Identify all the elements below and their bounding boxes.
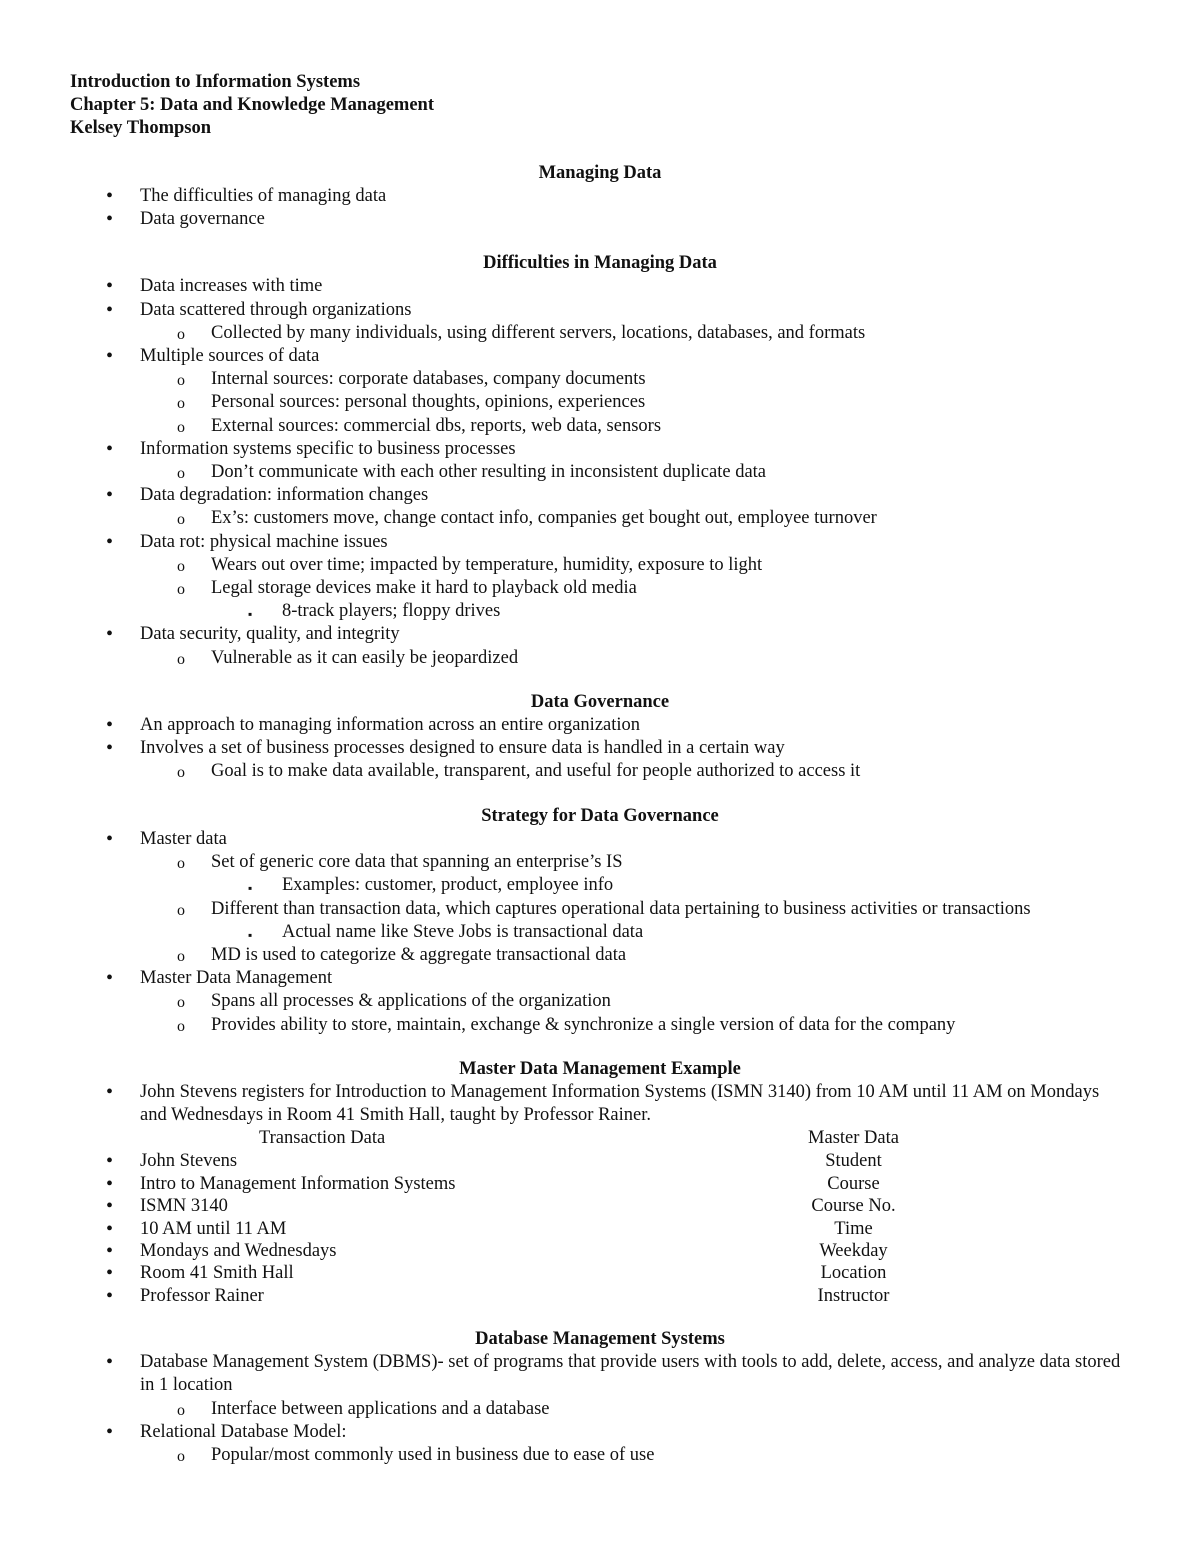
sub-bullet-icon: o	[177, 947, 185, 965]
bullet-icon: •	[106, 1150, 114, 1173]
sub-list-item: o Provides ability to store, maintain, exchange & synchronize a single version of data for the company	[70, 1014, 1150, 1037]
column-header-transaction: Transaction Data	[259, 1128, 386, 1149]
sub-sub-list-item: ▪ Examples: customer, product, employee info	[70, 874, 1150, 897]
strategy-list	[70, 828, 1150, 1037]
table-row: • 10 AM until 11 AM Time	[106, 1217, 873, 1240]
list-item: • Multiple sources of data	[106, 345, 320, 368]
mdm-example-list	[70, 1081, 1150, 1127]
list-item: • Master Data Management	[106, 967, 333, 990]
sub-list-item: o Goal is to make data available, transparent, and useful for people authorized to access it	[70, 760, 1150, 783]
list-item: • Data security, quality, and integrity	[106, 623, 400, 646]
list-item: • An approach to managing information across an entire organization	[106, 714, 641, 737]
list-item: • Data governance	[106, 208, 265, 231]
sub-bullet-icon: o	[177, 901, 185, 919]
bullet-icon: •	[106, 1239, 114, 1262]
sub-bullet-icon: o	[177, 465, 185, 483]
table-row: • Room 41 Smith Hall Location	[106, 1262, 887, 1285]
list-item: • Data increases with time	[106, 275, 323, 298]
bullet-icon: •	[106, 827, 114, 850]
bullet-icon: •	[106, 345, 114, 368]
sub-list-item: o Popular/most commonly used in business due to ease of use	[70, 1444, 1150, 1467]
sub-bullet-icon: o	[177, 325, 185, 343]
bullet-icon: •	[106, 1172, 114, 1195]
sub-sub-list-item: ▪ 8-track players; floppy drives	[70, 600, 1150, 623]
square-bullet-icon: ▪	[248, 927, 253, 942]
mdm-table	[70, 1150, 1150, 1307]
bullet-icon: •	[106, 298, 114, 321]
bullet-icon: •	[106, 737, 114, 760]
section-title-mdm-example: Master Data Management Example	[459, 1058, 741, 1079]
sub-list-item: o Spans all processes & applications of the organization	[70, 990, 1150, 1013]
sub-list-item: o External sources: commercial dbs, reports, web data, sensors	[70, 415, 1150, 438]
table-row: • Professor Rainer Instructor	[106, 1284, 890, 1307]
list-item: • Data scattered through organizations	[106, 298, 412, 321]
sub-list-item: o Personal sources: personal thoughts, opinions, experiences	[70, 391, 1150, 414]
chapter-title: Chapter 5: Data and Knowledge Management	[70, 95, 434, 116]
square-bullet-icon: ▪	[248, 881, 253, 896]
bullet-icon: •	[106, 208, 114, 231]
sub-bullet-icon: o	[177, 1448, 185, 1466]
bullet-icon: •	[106, 623, 114, 646]
sub-bullet-icon: o	[177, 511, 185, 529]
section-title-data-governance: Data Governance	[530, 691, 670, 712]
sub-list-item: o Vulnerable as it can easily be jeopardized	[70, 647, 1150, 670]
dbms-list	[70, 1351, 1150, 1467]
sub-list-item: o Internal sources: corporate databases, company documents	[70, 368, 1150, 391]
bullet-icon: •	[106, 714, 114, 737]
sub-bullet-icon: o	[177, 418, 185, 436]
list-item: • John Stevens registers for Introduction to Management Information Systems (ISMN 3140) from 10 AM until 11 AM on Mondays and Wednesdays in Room 41 Smith Hall, taught by Professor Rainer.	[106, 1080, 1100, 1126]
sub-list-item: o Wears out over time; impacted by temperature, humidity, exposure to light	[70, 554, 1150, 577]
sub-list-item: o Set of generic core data that spanning an enterprise’s IS	[70, 851, 1150, 874]
sub-list-item: o Collected by many individuals, using different servers, locations, databases, and formats	[70, 322, 1150, 345]
section-title-difficulties: Difficulties in Managing Data	[483, 253, 717, 274]
section-title-dbms: Database Management Systems	[475, 1329, 725, 1350]
sub-list-item: o Different than transaction data, which captures operational data pertaining to business activities or transactions	[70, 898, 1150, 921]
bullet-icon: •	[106, 1351, 114, 1374]
author-name: Kelsey Thompson	[70, 118, 212, 139]
bullet-icon: •	[106, 1217, 114, 1240]
bullet-icon: •	[106, 484, 114, 507]
governance-list	[70, 714, 1150, 784]
square-bullet-icon: ▪	[248, 607, 253, 622]
difficulties-list	[70, 275, 1150, 669]
sub-bullet-icon: o	[177, 395, 185, 413]
sub-bullet-icon: o	[177, 372, 185, 390]
section-title-strategy: Strategy for Data Governance	[481, 805, 719, 826]
sub-list-item: o Legal storage devices make it hard to playback old media	[70, 577, 1150, 600]
managing-data-list	[70, 185, 1150, 231]
section-title-managing-data: Managing Data	[538, 162, 662, 183]
list-item: • The difficulties of managing data	[106, 184, 387, 207]
bullet-icon: •	[106, 1284, 114, 1307]
list-item: • Involves a set of business processes designed to ensure data is handled in a certain way	[106, 737, 785, 760]
list-item: • Master data	[106, 827, 227, 850]
bullet-icon: •	[106, 530, 114, 553]
bullet-icon: •	[106, 275, 114, 298]
table-row: • ISMN 3140 Course No.	[106, 1195, 896, 1218]
sub-bullet-icon: o	[177, 764, 185, 782]
sub-sub-list-item: ▪ Actual name like Steve Jobs is transactional data	[70, 921, 1150, 944]
bullet-icon: •	[106, 184, 114, 207]
sub-list-item: o Ex’s: customers move, change contact info, companies get bought out, employee turnover	[70, 507, 1150, 530]
bullet-icon: •	[106, 1195, 114, 1218]
list-item: • Relational Database Model:	[106, 1420, 347, 1443]
bullet-icon: •	[106, 437, 114, 460]
bullet-icon: •	[106, 1262, 114, 1285]
document-page	[70, 71, 1150, 1467]
table-row: • Mondays and Wednesdays Weekday	[106, 1239, 888, 1262]
bullet-icon: •	[106, 1420, 114, 1443]
table-row: • John Stevens Student	[106, 1150, 882, 1173]
sub-bullet-icon: o	[177, 557, 185, 575]
sub-bullet-icon: o	[177, 1017, 185, 1035]
sub-bullet-icon: o	[177, 650, 185, 668]
mdm-table-header	[70, 1127, 1150, 1150]
course-title: Introduction to Information Systems	[70, 72, 361, 92]
bullet-icon: •	[106, 1080, 114, 1103]
sub-bullet-icon: o	[177, 855, 185, 873]
sub-bullet-icon: o	[177, 994, 185, 1012]
sub-list-item: o Don’t communicate with each other resulting in inconsistent duplicate data	[70, 461, 1150, 484]
list-item: • Information systems specific to business processes	[106, 437, 516, 460]
table-row: • Intro to Management Information Systems Course	[106, 1172, 880, 1195]
sub-bullet-icon: o	[177, 581, 185, 599]
column-header-master: Master Data	[808, 1128, 899, 1149]
bullet-icon: •	[106, 967, 114, 990]
list-item: • Data rot: physical machine issues	[106, 530, 388, 553]
sub-list-item: o Interface between applications and a database	[70, 1398, 1150, 1421]
list-item: • Data degradation: information changes	[106, 484, 429, 507]
sub-bullet-icon: o	[177, 1401, 185, 1419]
sub-list-item: o MD is used to categorize & aggregate transactional data	[70, 944, 1150, 967]
list-item: • Database Management System (DBMS)- set of programs that provide users with tools to add, delete, access, and analyze data stored in 1 location	[106, 1351, 1121, 1396]
